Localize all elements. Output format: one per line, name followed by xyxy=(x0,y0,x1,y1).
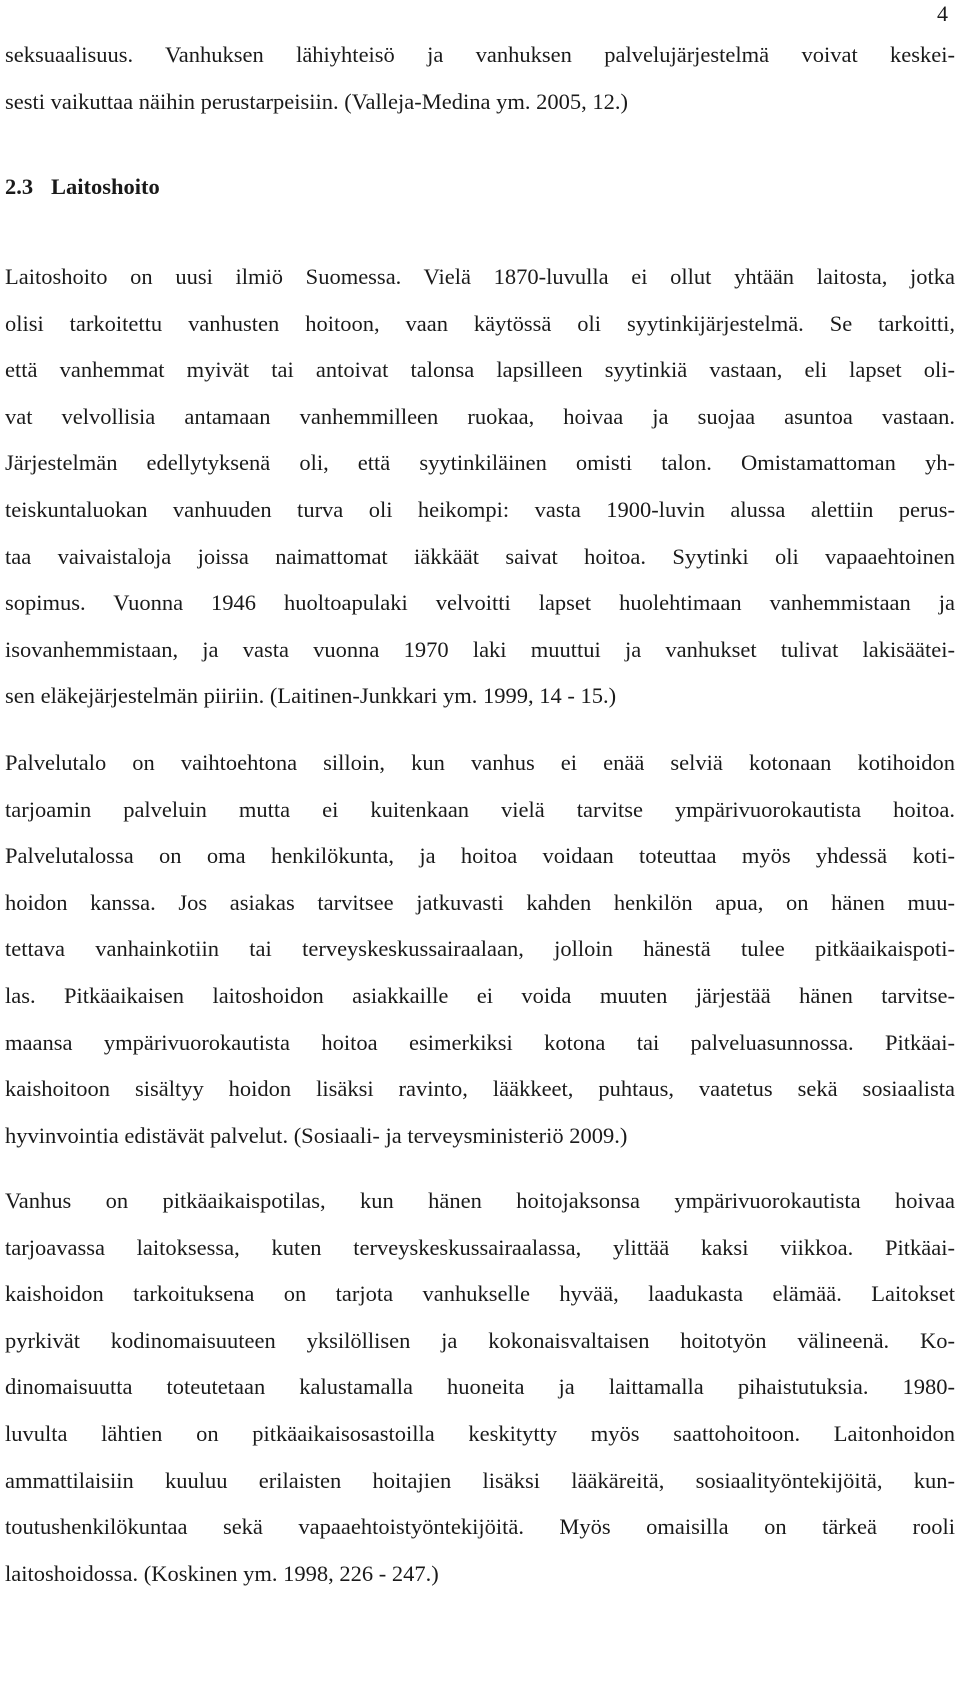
text-line: toutushenkilökuntaa sekä vapaaehtoistyöntekijöitä. Myös omaisilla on tärkeä rooli xyxy=(5,1514,955,1540)
text-line: kaishoidon tarkoituksena on tarjota vanhukselle hyvää, laadukasta elämää. Laitokset xyxy=(5,1281,955,1307)
text-line: tarjoavassa laitoksessa, kuten terveyskeskussairaalassa, ylittää kaksi viikkoa. Pitkäai- xyxy=(5,1234,955,1260)
text-line: ammattilaisiin kuuluu erilaisten hoitajien lisäksi lääkäreitä, sosiaalityöntekijöitä, kun- xyxy=(5,1467,955,1493)
text-line: Palvelutalossa on oma henkilökunta, ja hoitoa voidaan toteuttaa myös yhdessä koti- xyxy=(5,843,955,869)
section-title: Laitoshoito xyxy=(51,174,160,199)
text-line: sesti vaikuttaa näihin perustarpeisiin. (Valleja-Medina ym. 2005, 12.) xyxy=(5,88,628,114)
text-line: Laitoshoito on uusi ilmiö Suomessa. Vielä 1870-luvulla ei ollut yhtään laitosta, jotka xyxy=(5,264,955,289)
text-line: että vanhemmat myivät tai antoivat talonsa lapsilleen syytinkiä vastaan, eli lapset oli- xyxy=(5,357,955,383)
paragraph-history xyxy=(5,254,955,720)
text-line: Vanhus on pitkäaikaispotilas, kun hänen hoitojaksonsa ympärivuorokautista hoivaa xyxy=(5,1188,955,1213)
page-number: 4 xyxy=(937,1,948,26)
text-line: isovanhemmistaan, ja vasta vuonna 1970 laki muuttui ja vanhukset tulivat lakisäätei- xyxy=(5,636,955,662)
text-line: kaishoitoon sisältyy hoidon lisäksi ravinto, lääkkeet, puhtaus, vaatetus sekä sosiaalista xyxy=(5,1076,955,1102)
section-number: 2.3 xyxy=(5,174,34,199)
text-line: maansa ympärivuorokautista hoitoa esimerkiksi kotona tai palveluasunnossa. Pitkäai- xyxy=(5,1029,955,1055)
text-line: dinomaisuutta toteutetaan kalustamalla huoneita ja laittamalla pihaistutuksia. 1980- xyxy=(5,1374,955,1400)
text-line: sopimus. Vuonna 1946 huoltoapulaki velvoitti lapset huolehtimaan vanhemmistaan ja xyxy=(5,590,955,616)
section-heading xyxy=(5,164,160,211)
text-line: teiskuntaluokan vanhuuden turva oli heikompi: vasta 1900-luvin alussa alettiin perus- xyxy=(5,496,955,522)
paragraph-service-housing xyxy=(5,740,955,1159)
text-line: tarjoamin palveluin mutta ei kuitenkaan vielä tarvitse ympärivuorokautista hoitoa. xyxy=(5,796,955,822)
text-line: pyrkivät kodinomaisuuteen yksilöllisen ja kokonaisvaltaisen hoitotyön välineenä. Ko- xyxy=(5,1327,955,1353)
text-line: olisi tarkoitettu vanhusten hoitoon, vaan käytössä oli syytinkijärjestelmä. Se tarkoitti, xyxy=(5,310,955,336)
text-line: Palvelutalo on vaihtoehtona silloin, kun vanhus ei enää selviä kotonaan kotihoidon xyxy=(5,750,955,775)
text-line: sen eläkejärjestelmän piiriin. (Laitinen-Junkkari ym. 1999, 14 - 15.) xyxy=(5,683,617,709)
text-line: laitoshoidossa. (Koskinen ym. 1998, 226 - 247.) xyxy=(5,1560,439,1586)
text-line: seksuaalisuus. Vanhuksen lähiyhteisö ja vanhuksen palvelujärjestelmä voivat keskei- xyxy=(5,42,955,67)
text-line: taa vaivaistaloja joissa naimattomat iäkkäät saivat hoitoa. Syytinki oli vapaaehtoinen xyxy=(5,543,955,569)
paragraph-long-term-patient xyxy=(5,1178,955,1597)
text-line: hyvinvointia edistävät palvelut. (Sosiaali- ja terveysministeriö 2009.) xyxy=(5,1122,628,1148)
text-line: luvulta lähtien on pitkäaikaisosastoilla keskitytty myös saattohoitoon. Laitonhoidon xyxy=(5,1420,955,1446)
text-line: Järjestelmän edellytyksenä oli, että syytinkiläinen omisti talon. Omistamattoman yh- xyxy=(5,450,955,476)
text-line: las. Pitkäaikaisen laitoshoidon asiakkaille ei voida muuten järjestää hänen tarvitse- xyxy=(5,982,955,1008)
text-line: vat velvollisia antamaan vanhemmilleen ruokaa, hoivaa ja suojaa asuntoa vastaan. xyxy=(5,403,955,429)
text-line: tettava vanhainkotiin tai terveyskeskussairaalaan, jolloin hänestä tulee pitkäaikaispoti- xyxy=(5,936,955,962)
text-line: hoidon kanssa. Jos asiakas tarvitsee jatkuvasti kahden henkilön apua, on hänen muu- xyxy=(5,889,955,915)
intro-paragraph xyxy=(5,32,955,125)
